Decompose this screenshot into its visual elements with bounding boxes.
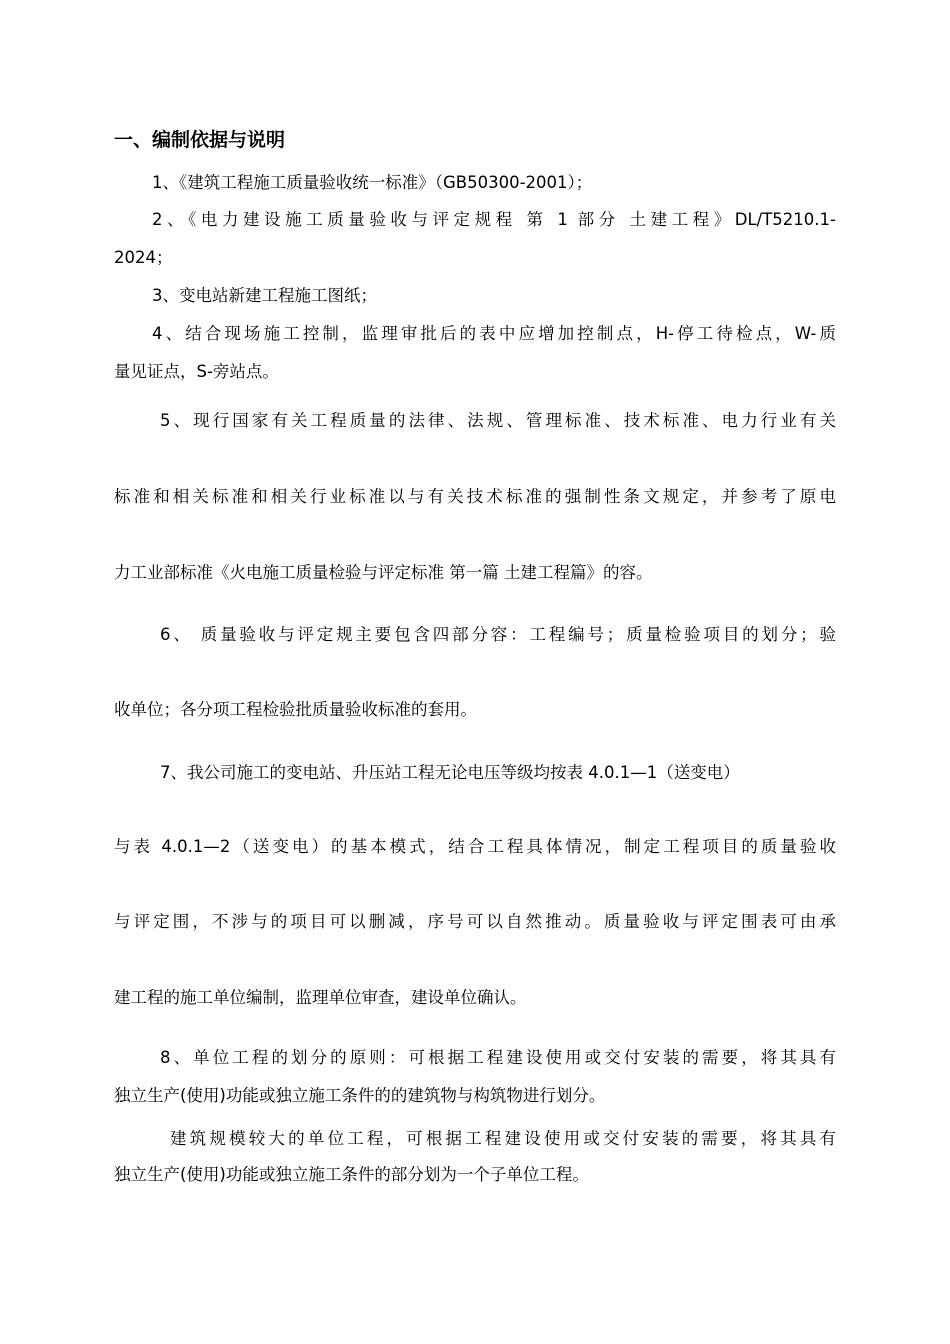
item-7-line-4: 建工程的施工单位编制，监理单位审查，建设单位确认。 xyxy=(114,988,527,1007)
subunit-line-2: 独立生产(使用)功能或独立施工条件的部分划为一个子单位工程。 xyxy=(114,1165,589,1184)
item-7-line-3: 与评定围，不涉与的项目可以删减，序号可以自然推动。质量验收与评定围表可由承 xyxy=(114,912,836,931)
item-4-line-2: 量见证点，S-旁站点。 xyxy=(114,362,279,381)
item-5-line-1: 5、现行国家有关工程质量的法律、法规、管理标准、技术标准、电力行业有关 xyxy=(160,411,836,430)
item-1-line-1: 1、《建筑工程施工质量验收统一标准》（GB50300-2001）； xyxy=(152,173,593,192)
item-7-line-1: 7、我公司施工的变电站、升压站工程无论电压等级均按表 4.0.1—1（送变电） xyxy=(160,763,740,782)
item-2-line-2: 2024； xyxy=(114,248,173,267)
item-7-line-2: 与表 4.0.1—2（送变电）的基本模式，结合工程具体情况，制定工程项目的质量验收 xyxy=(114,837,836,856)
item-6-line-2: 收单位；各分项工程检验批质量验收标准的套用。 xyxy=(114,700,477,719)
item-5-line-2: 标准和相关标准和相关行业标准以与有关技术标准的强制性条文规定，并参考了原电 xyxy=(114,487,836,506)
item-5-line-3: 力工业部标准《火电施工质量检验与评定标准 第一篇 土建工程篇》的容。 xyxy=(114,563,653,582)
item-6-line-1: 6、 质量验收与评定规主要包含四部分容：工程编号；质量检验项目的划分；验 xyxy=(160,625,836,644)
item-2-line-1: 2、《电力建设施工质量验收与评定规程 第 1 部分 土建工程》DL/T5210.1- xyxy=(152,210,836,229)
section-heading: 一、编制依据与说明 xyxy=(114,129,286,151)
item-3-line-1: 3、变电站新建工程施工图纸； xyxy=(152,286,377,305)
subunit-line-1: 建筑规模较大的单位工程，可根据工程建设使用或交付安装的需要，将其具有 xyxy=(170,1129,836,1148)
item-8-line-1: 8、单位工程的划分的原则：可根据工程建设使用或交付安装的需要，将其具有 xyxy=(160,1048,836,1067)
item-8-line-2: 独立生产(使用)功能或独立施工条件的的建筑物与构筑物进行划分。 xyxy=(114,1086,606,1105)
item-4-line-1: 4、结合现场施工控制，监理审批后的表中应增加控制点，H-停工待检点，W-质 xyxy=(152,324,836,343)
